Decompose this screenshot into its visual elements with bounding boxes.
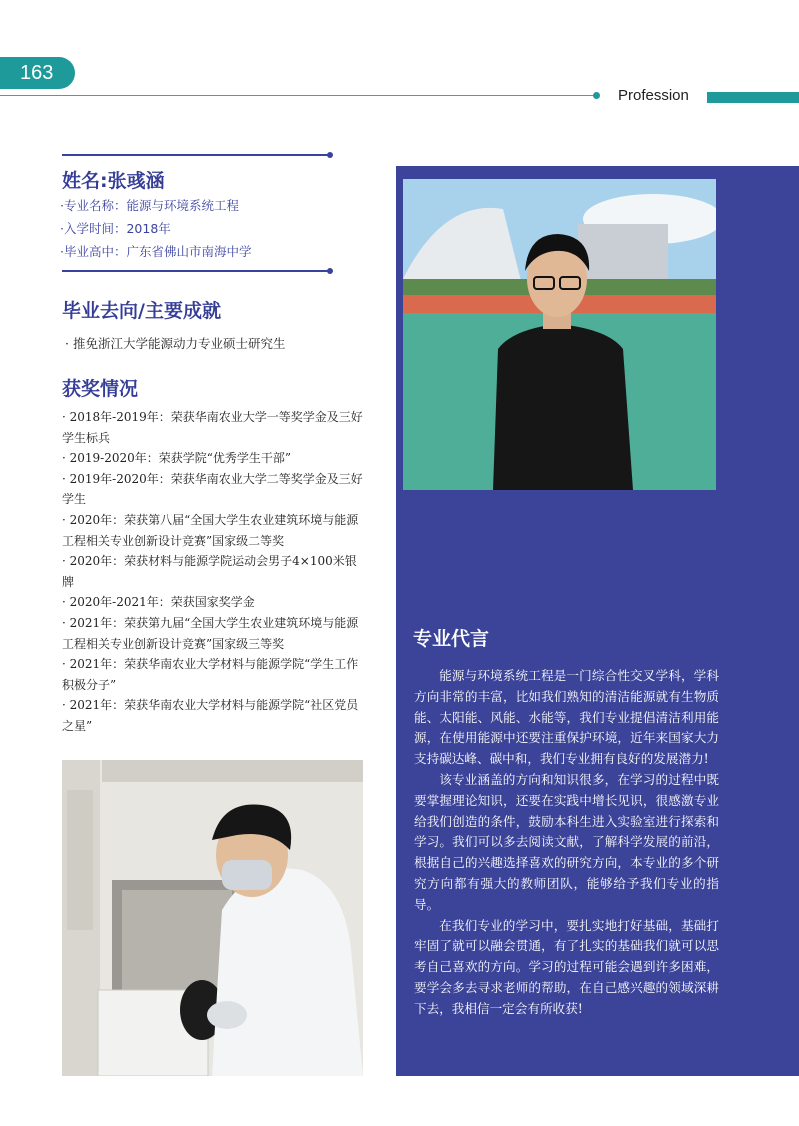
enroll-line: ·入学时间：2018年: [60, 221, 171, 236]
student-photo-illustration: [403, 179, 716, 490]
section-label: Profession: [618, 87, 689, 104]
destination-text: · 推免浙江大学能源动力专业硕士研究生: [65, 336, 286, 351]
profile-bottom-rule: [62, 270, 330, 272]
award-item: · 2018年-2019年：荣获华南农业大学一等奖学金及三好学生标兵: [62, 410, 363, 445]
quote-heading: 专业代言: [413, 628, 490, 650]
quote-paragraph: 在我们专业的学习中，要扎实地打好基础，基础打牢固了就可以融会贯通，有了扎实的基础我们就可以思考自己喜欢的方向。学习的过程可能会遇到许多困难，要学会多去寻求老师的帮助，在自己感兴趣的领域深耕下去，我相信一定会有所收获!: [414, 917, 719, 1016]
award-item: · 2020年-2021年：荣获国家奖学金: [62, 595, 255, 610]
destination-heading: 毕业去向/主要成就: [62, 300, 221, 322]
award-item: · 2020年：荣获材料与能源学院运动会男子4×100米银牌: [62, 554, 357, 589]
award-item: · 2020年：荣获第八届“全国大学生农业建筑环境与能源工程相关专业创新设计竞赛”国家级二等奖: [62, 512, 359, 548]
school-line: ·毕业高中：广东省佛山市南海中学: [60, 244, 252, 259]
lab-photo-illustration: [62, 760, 363, 1076]
award-item: · 2021年：荣获第九届“全国大学生农业建筑环境与能源工程相关专业创新设计竞赛”国家级三等奖: [62, 615, 359, 651]
award-item: · 2021年：荣获华南农业大学材料与能源学院“学生工作积极分子”: [62, 657, 359, 692]
award-item: · 2021年：荣获华南农业大学材料与能源学院“社区党员之星”: [62, 698, 359, 733]
page-number-tab: 163: [0, 57, 75, 89]
awards-heading: 获奖情况: [62, 378, 139, 400]
header-rule: [0, 95, 594, 96]
profile-bottom-rule-dot: [327, 268, 333, 274]
award-item: · 2019-2020年：荣获学院“优秀学生干部”: [62, 451, 292, 466]
major-line: ·专业名称：能源与环境系统工程: [60, 198, 239, 213]
profile-top-rule: [62, 154, 330, 156]
header-rule-dot: [593, 92, 600, 99]
quote-body: [414, 666, 719, 1020]
awards-list: [62, 407, 367, 737]
header-accent-bar: [707, 92, 799, 103]
profile-top-rule-dot: [327, 152, 333, 158]
quote-paragraph: 该专业涵盖的方向和知识很多，在学习的过程中既要掌握理论知识，还要在实践中增长见识，很感激专业给我们创造的条件，鼓励本科生进入实验室进行探索和学习。我们可以多去阅读文献，了解科学发展的前沿，根据自己的兴趣选择喜欢的研究方向，本专业的多个研究方向都有强大的教师团队，能够给予我们专业的指导。: [414, 771, 719, 912]
lab-photo: [62, 760, 363, 1076]
student-photo: [403, 179, 716, 490]
award-item: · 2019年-2020年：荣获华南农业大学二等奖学金及三好学生: [62, 471, 363, 507]
student-name: 姓名:张彧涵: [62, 170, 165, 192]
quote-paragraph: 能源与环境系统工程是一门综合性交叉学科，学科方向非常的丰富，比如我们熟知的清洁能源就有生物质能、太阳能、风能、水能等，我们专业提倡清洁利用能源，在使用能源中还要注重保护环境，近年来国家大力支持碳达峰、碳中和，我们专业拥有良好的发展潜力!: [414, 668, 719, 767]
